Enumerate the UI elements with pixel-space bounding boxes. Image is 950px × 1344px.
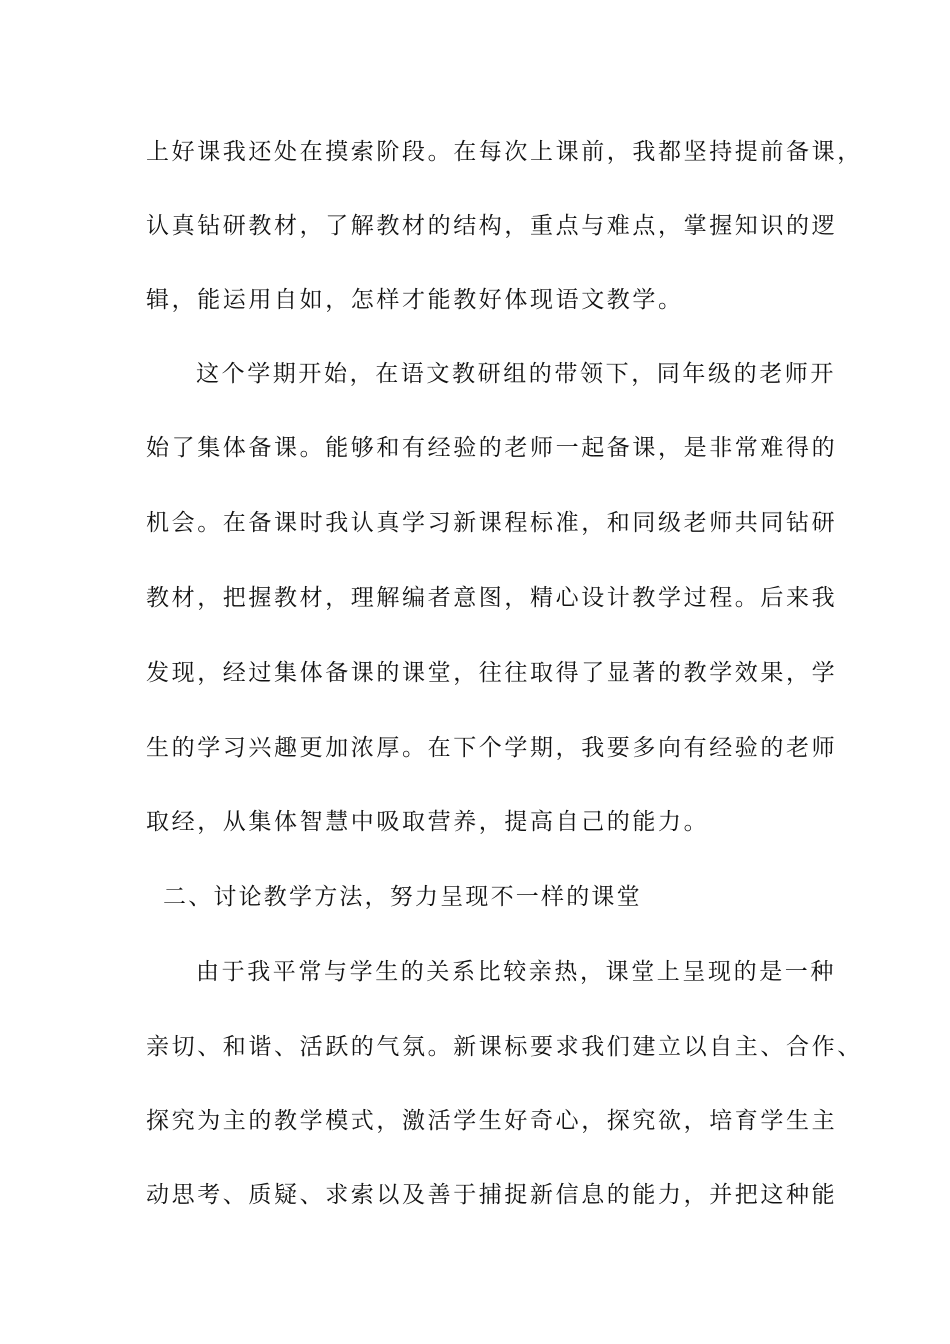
text-line: 发现，经过集体备课的课堂，往往取得了显著的教学效果，学	[146, 660, 838, 686]
text-line: 生的学习兴趣更加浓厚。在下个学期，我要多向有经验的老师	[146, 735, 838, 761]
text-line: 取经，从集体智慧中吸取营养，提高自己的能力。	[146, 809, 710, 835]
text-line: 始了集体备课。能够和有经验的老师一起备课，是非常难得的	[146, 435, 838, 461]
text-line: 上好课我还处在摸索阶段。在每次上课前，我都坚持提前备课，	[146, 139, 863, 165]
text-line: 动思考、质疑、求索以及善于捕捉新信息的能力，并把这种能	[146, 1182, 838, 1208]
text-line: 机会。在备课时我认真学习新课程标准，和同级老师共同钻研	[146, 510, 838, 536]
section-heading: 二、讨论教学方法，努力呈现不一样的课堂	[163, 884, 642, 910]
paragraph-first-line: 这个学期开始，在语文教研组的带领下，同年级的老师开	[196, 361, 836, 387]
paragraph-first-line: 由于我平常与学生的关系比较亲热，课堂上呈现的是一种	[196, 959, 836, 985]
text-line: 辑，能运用自如，怎样才能教好体现语文教学。	[146, 287, 684, 313]
text-line: 探究为主的教学模式，激活学生好奇心，探究欲，培育学生主	[146, 1108, 838, 1134]
text-line: 认真钻研教材，了解教材的结构，重点与难点，掌握知识的逻	[146, 213, 838, 239]
text-line: 教材，把握教材，理解编者意图，精心设计教学过程。后来我	[146, 585, 838, 611]
text-line: 亲切、和谐、活跃的气氛。新课标要求我们建立以自主、合作、	[146, 1034, 863, 1060]
